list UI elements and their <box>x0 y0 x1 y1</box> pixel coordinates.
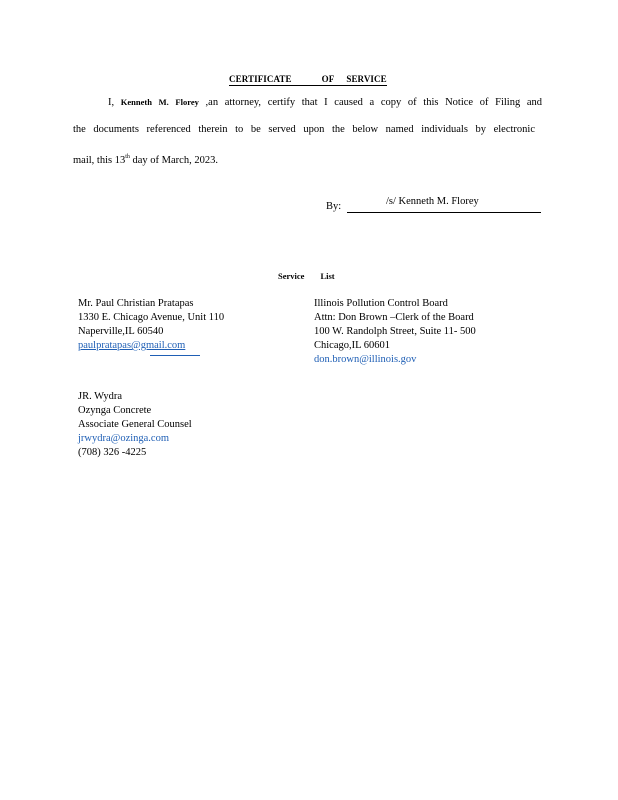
entry-attention: Attn: Don Brown –Clerk of the Board <box>314 312 474 323</box>
attorney-last-name: Florey <box>175 97 199 107</box>
entry-address: 100 W. Randolph Street, Suite 11- 500 <box>314 326 476 337</box>
certification-line-3 <box>73 150 218 168</box>
entry-email-link[interactable]: don.brown@illinois.gov <box>314 354 417 365</box>
service-entry-pratapas <box>78 297 224 353</box>
service-entry-wydra <box>78 390 192 460</box>
service-entry-pollution-board <box>314 297 476 367</box>
service-list-title-word-1: Service <box>278 271 305 281</box>
email-underline-extension <box>150 355 200 356</box>
entry-name: Mr. Paul Christian Pratapas <box>78 298 194 309</box>
entry-city: Naperville,IL 60540 <box>78 326 164 337</box>
service-list-title <box>278 271 335 281</box>
service-list-title-word-2: List <box>320 271 335 281</box>
entry-phone: (708) 326 -4225 <box>78 447 147 458</box>
entry-name: JR. Wydra <box>78 391 123 402</box>
entry-name: Illinois Pollution Control Board <box>314 298 448 309</box>
title-word-of: OF <box>321 74 335 84</box>
certificate-title <box>229 73 387 86</box>
date-prefix: mail, this 13 <box>73 155 126 166</box>
title-word-certificate: CERTIFICATE <box>229 74 292 84</box>
signature-text: /s/ Kenneth M. Florey <box>386 196 479 207</box>
title-word-service: SERVICE <box>346 74 387 84</box>
entry-city: Chicago,IL 60601 <box>314 340 391 351</box>
certification-text-1: ,an attorney, certify that I caused a copy of this Notice of Filing and <box>205 97 543 108</box>
date-suffix: day of March, 2023. <box>129 155 218 166</box>
entry-title: Associate General Counsel <box>78 419 192 430</box>
entry-address: 1330 E. Chicago Avenue, Unit 110 <box>78 312 225 323</box>
pronoun: I, <box>108 97 115 108</box>
certification-line-2: the documents referenced therein to be served upon the below named individuals by electronic <box>73 124 535 135</box>
date-ordinal: th <box>125 154 130 160</box>
signature-line <box>347 212 541 213</box>
by-label: By: <box>326 201 342 212</box>
entry-email-link[interactable]: paulpratapas@gmail.com <box>78 340 186 351</box>
certification-line-1 <box>108 95 542 110</box>
entry-company: Ozynga Concrete <box>78 405 152 416</box>
attorney-middle-initial: M. <box>158 97 169 107</box>
entry-email-link[interactable]: jrwydra@ozinga.com <box>78 433 170 444</box>
attorney-first-name: Kenneth <box>120 97 152 107</box>
